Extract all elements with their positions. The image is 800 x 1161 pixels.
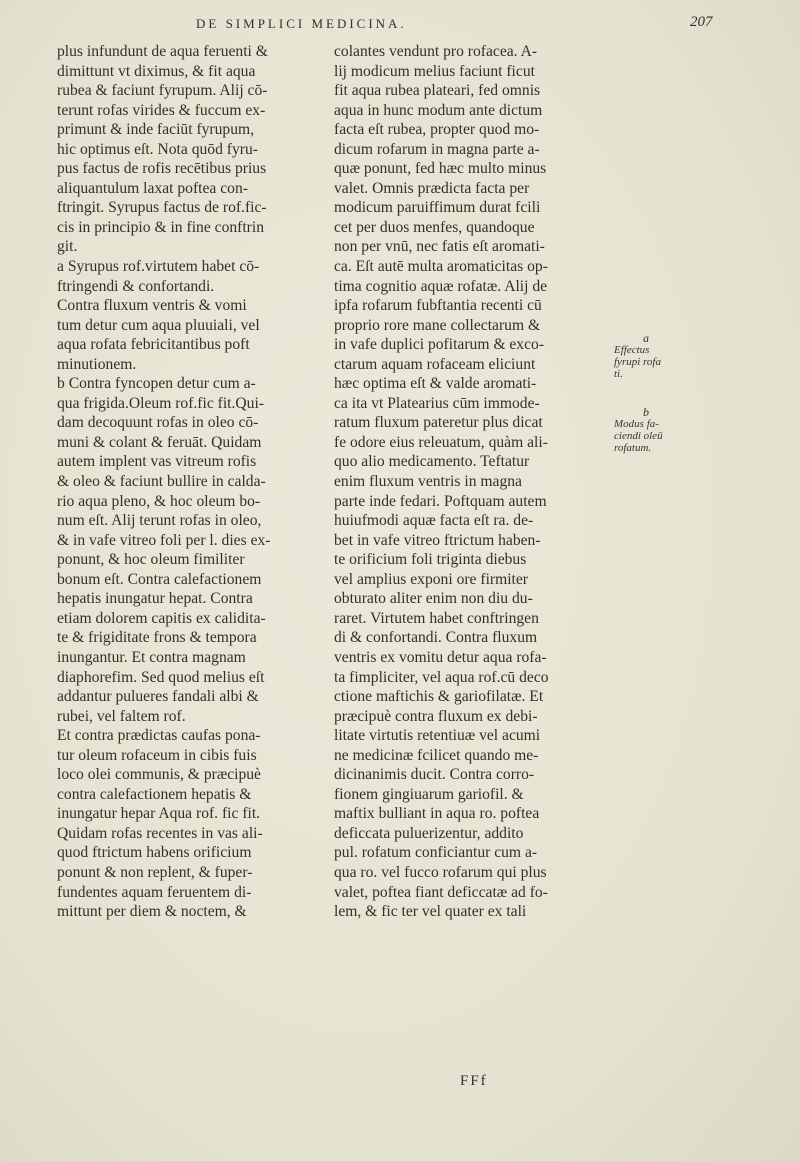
- text-line: cet per duos menfes, quandoque: [334, 218, 535, 236]
- text-line: ventris ex vomitu detur aqua rofa-: [334, 648, 547, 666]
- text-line: quo alio medicamento. Teftatur: [334, 453, 530, 471]
- text-line: primunt & inde faciūt fyrupum,: [57, 121, 255, 139]
- text-line: enim fluxum ventris in magna: [334, 473, 522, 491]
- text-line: hæc optima eſt & valde aromati-: [334, 375, 537, 393]
- text-line: Contra fluxum ventris & vomi: [57, 297, 247, 315]
- signature-mark: FFf: [460, 1073, 488, 1089]
- text-line: & oleo & faciunt bullire in calda-: [57, 473, 266, 491]
- text-line: terunt rofas virides & fuccum ex-: [57, 101, 266, 119]
- text-line: qua frigida.Oleum rof.fic fit.Qui-: [57, 394, 264, 412]
- text-line: lij modicum melius faciunt ficut: [334, 62, 535, 80]
- text-line: num eſt. Alij terunt rofas in oleo,: [57, 512, 262, 530]
- text-line: plus infundunt de aqua feruenti &: [57, 43, 268, 60]
- right-text-column: [334, 42, 602, 922]
- text-line: rio aqua pleno, & hoc oleum bo-: [57, 492, 261, 510]
- text-line: fionem gingiuarum gariofil. &: [334, 785, 524, 803]
- marginal-gloss-line: rofatum.: [614, 442, 652, 454]
- marginal-note-a: [614, 332, 678, 380]
- marginal-gloss-line: Effectus: [614, 344, 650, 356]
- marginal-gloss-line: Modus fa-: [614, 418, 659, 430]
- text-line: qua ro. vel fucco rofarum qui plus: [334, 863, 547, 881]
- text-line: hic optimus eſt. Nota quōd fyru-: [57, 140, 258, 158]
- text-line: raret. Virtutem habet conftringen: [334, 609, 539, 627]
- text-line: proprio rore mane collectarum &: [334, 316, 541, 334]
- text-line: ctione maftichis & gariofilatæ. Et: [334, 688, 544, 706]
- text-line: mittunt per diem & noctem, &: [57, 903, 247, 921]
- text-line: valet, poftea fiant deficcatæ ad fo-: [334, 883, 548, 901]
- text-line: & in vafe vitreo foli per l. dies ex-: [57, 531, 271, 549]
- marginal-gloss-line: ciendi oleū: [614, 430, 663, 442]
- text-line: valet. Omnis prædicta facta per: [334, 179, 530, 197]
- text-line: tur oleum rofaceum in cibis fuis: [57, 746, 257, 764]
- marginal-key: a: [643, 331, 649, 345]
- text-line: aqua in hunc modum ante dictum: [334, 101, 543, 119]
- text-line: parte inde fedari. Poftquam autem: [334, 492, 547, 510]
- text-line: dimittunt vt diximus, & fit aqua: [57, 62, 256, 80]
- text-line: ipfa rofarum fubftantia recenti cū: [334, 297, 542, 315]
- text-line: facta eſt rubea, propter quod mo-: [334, 121, 540, 139]
- text-line: te & frigiditate frons & tempora: [57, 629, 257, 647]
- text-line: ponunt, & hoc oleum fimiliter: [57, 551, 245, 569]
- text-line: ta fimpliciter, vel aqua rof.cū deco: [334, 668, 549, 686]
- text-line: tum detur cum aqua pluuiali, vel: [57, 316, 260, 334]
- marginal-key: b: [643, 405, 649, 419]
- text-line: ca ita vt Platearius cūm immode-: [334, 394, 540, 412]
- text-line: modicum paruiffimum durat fcili: [334, 199, 541, 217]
- text-line: ca. Eſt autē multa aromaticitas op-: [334, 258, 548, 276]
- text-line: etiam dolorem capitis ex calidita-: [57, 609, 266, 627]
- text-line: minutionem.: [57, 355, 137, 373]
- text-line: fe odore eius releuatum, quàm ali-: [334, 433, 548, 451]
- text-line: diaphorefim. Sed quod melius eſt: [57, 668, 265, 686]
- text-line: præcipuè contra fluxum ex debi-: [334, 707, 538, 725]
- text-line: rubei, vel faltem rof.: [57, 707, 186, 725]
- text-line: aqua rofata febricitantibus poft: [57, 336, 250, 354]
- text-line: Et contra prædictas caufas pona-: [57, 727, 261, 745]
- text-line: vel amplius exponi ore firmiter: [334, 570, 529, 588]
- text-line: ftringendi & confortandi.: [57, 277, 215, 295]
- text-line: ponunt & non replent, & fuper-: [57, 863, 253, 881]
- text-line: pul. rofatum conficiantur cum a-: [334, 844, 538, 862]
- text-line: git.: [57, 238, 78, 256]
- page-number: 207: [690, 14, 713, 30]
- text-line: muni & colant & feruāt. Quidam: [57, 433, 262, 451]
- left-text-column: [57, 42, 325, 922]
- marginal-gloss-line: fyrupi rofa: [614, 356, 661, 368]
- text-line: rubea & faciunt fyrupum. Alij cō-: [57, 82, 268, 100]
- text-line: obturato aliter enim non diu du-: [334, 590, 533, 608]
- text-line: dam decoquunt rofas in oleo cō-: [57, 414, 259, 432]
- text-line: bonum eſt. Contra calefactionem: [57, 570, 262, 588]
- text-line: te orificium foli triginta diebus: [334, 551, 527, 569]
- running-title: DE SIMPLICI MEDICINA.: [196, 16, 407, 31]
- text-line: ratum fluxum pateretur plus dicat: [334, 414, 543, 432]
- marginal-gloss-line: ti.: [614, 368, 623, 380]
- text-line: in vafe duplici pofitarum & exco-: [334, 336, 545, 354]
- text-line: dicinanimis ducit. Contra corro-: [334, 766, 535, 784]
- text-line: Quidam rofas recentes in vas ali-: [57, 824, 263, 842]
- text-line: inungatur hepar Aqua rof. fic fit.: [57, 805, 261, 823]
- text-line: di & confortandi. Contra fluxum: [334, 629, 538, 647]
- text-line: quæ ponunt, fed hæc multo minus: [334, 160, 547, 178]
- text-line: fit aqua rubea plateari, fed omnis: [334, 82, 541, 100]
- text-line: aliquantulum laxat poftea con-: [57, 179, 248, 197]
- text-line: huiufmodi aquæ facta eſt ra. de-: [334, 512, 534, 530]
- text-line: pus factus de rofis recētibus prius: [57, 160, 267, 178]
- text-line: litate virtutis retentiuæ vel acumi: [334, 727, 541, 745]
- text-line: addantur pulueres fandali albi &: [57, 688, 259, 706]
- text-line: a Syrupus rof.virtutem habet cō-: [57, 258, 260, 276]
- text-line: tima cognitio aquæ rofatæ. Alij de: [334, 277, 548, 295]
- text-line: inungantur. Et contra magnam: [57, 648, 246, 666]
- text-line: b Contra fyncopen detur cum a-: [57, 375, 256, 393]
- text-line: non per vnū, nec fatis eſt aromati-: [334, 238, 545, 256]
- text-line: bet in vafe vitreo ftrictum haben-: [334, 531, 541, 549]
- text-line: quod ftrictum habens orificium: [57, 844, 252, 862]
- text-line: loco olei communis, & præcipuè: [57, 766, 261, 784]
- text-line: autem implent vas vitreum rofis: [57, 453, 257, 471]
- text-line: maftix bulliant in aqua ro. poftea: [334, 805, 540, 823]
- text-line: deficcata puluerizentur, addito: [334, 824, 524, 842]
- marginal-note-b: [614, 406, 678, 454]
- text-line: hepatis inungatur hepat. Contra: [57, 590, 253, 608]
- text-line: ftringit. Syrupus factus de rof.fic-: [57, 199, 267, 217]
- text-line: ctarum aquam rofaceam eliciunt: [334, 355, 536, 373]
- text-line: lem, & fic ter vel quater ex tali: [334, 903, 527, 921]
- text-line: fundentes aquam feruentem di-: [57, 883, 252, 901]
- text-line: cis in principio & in fine conftrin: [57, 218, 265, 236]
- text-line: contra calefactionem hepatis &: [57, 785, 252, 803]
- text-line: ne medicinæ fcilicet quando me-: [334, 746, 539, 764]
- text-line: dicum rofarum in magna parte a-: [334, 140, 540, 158]
- text-line: colantes vendunt pro rofacea. A-: [334, 43, 538, 60]
